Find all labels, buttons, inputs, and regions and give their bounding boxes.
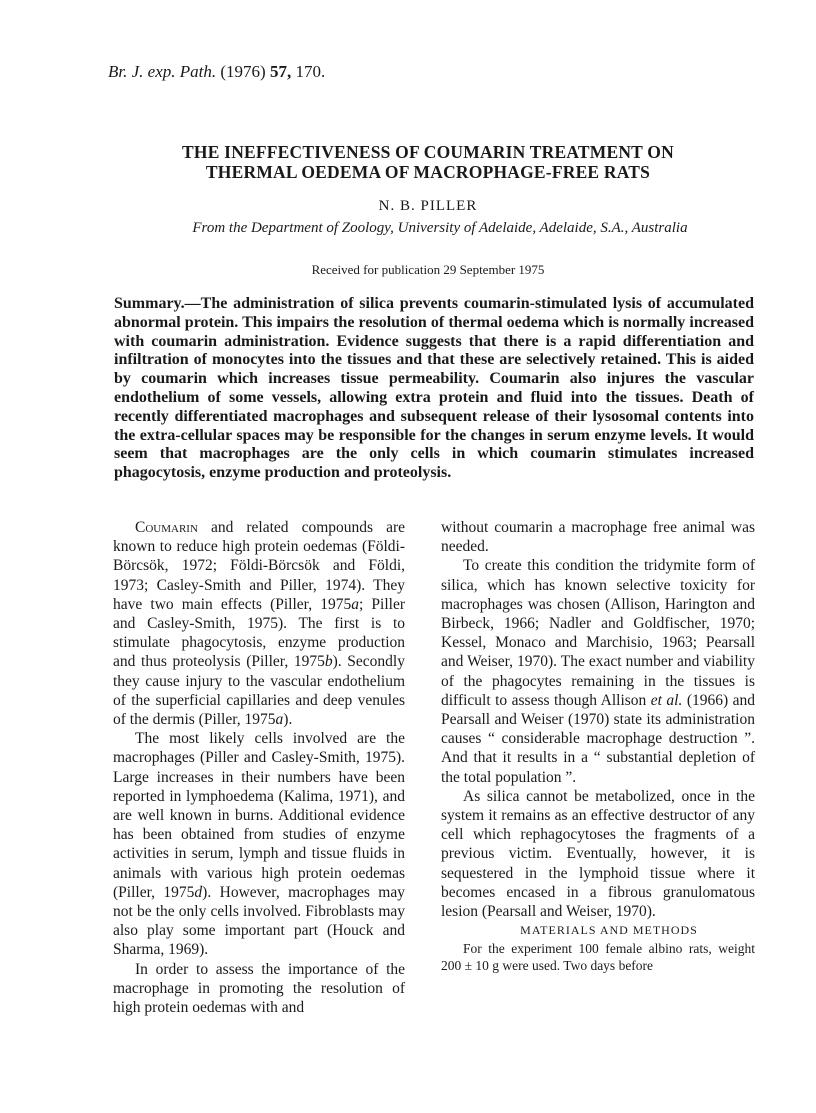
affiliation: From the Department of Zoology, University of Adelaide, Adelaide, S.A., Australia — [192, 220, 688, 236]
section-heading-methods: MATERIALS AND METHODS — [520, 923, 698, 938]
left-column — [113, 518, 405, 1017]
paragraph-intro: Coumarin and related compounds are known to reduce high protein oedemas (Földi-Börcsök, 1972; Földi-Börcsök and Földi, 1973; Casley-Smith and Piller, 1974). They have two main effects (Piller, 1975a; Piller and Casley-Smith, 1975). The first is to stimulate phagocytosis, enzyme production and thus proteolysis (Piller, 1975b). Secondly they cause injury to the vascular endothelium of the superficial capillaries and deep venules of the dermis (Piller, 1975a). — [113, 519, 405, 729]
drop-word: Coumarin — [135, 519, 198, 536]
title-line-2: THERMAL OEDEMA OF MACROPHAGE-FREE RATS — [205, 162, 651, 182]
article-title — [100, 142, 756, 182]
journal-volume: 57, — [269, 62, 292, 81]
summary-abstract: Summary.—The administration of silica prevents coumarin-stimulated lysis of accumulated abnormal protein. This impairs the resolution of thermal oedema which is normally increased with coumarin administration. Evidence suggests that there is a rapid differentiation and infiltration of monocytes into the tissues and that these are selectively retained. This is aided by coumarin which increases tissue permeability. Coumarin also injures the vascular endothelium of some vessels, allowing extra protein and fluid into the tissues. Death of recently differentiated macrophages and subsequent release of their lysosomal contents into the extra-cellular spaces may be responsible for the changes in serum enzyme levels. It would seem that macrophages are the only cells in which coumarin stimulates increased phagocytosis, enzyme production and proteolysis. — [114, 295, 754, 482]
paragraph-metabolized: As silica cannot be metabolized, once in the system it remains as an effective destructor of any cell which rephagocytoses the fragments of a previous victim. Eventually, however, it is sequestered in the lymphoid tissue where it becomes encased in a fibrous granulomatous lesion (Pearsall and Weiser, 1970). — [441, 787, 755, 921]
paragraph-methods: For the experiment 100 female albino rats, weight 200 ± 10 g were used. Two days before — [441, 941, 755, 974]
journal-page-number: 170. — [295, 62, 326, 81]
paragraph-continuation: without coumarin a macrophage free animal was needed. — [441, 519, 755, 556]
paragraph-macrophages: The most likely cells involved are the macrophages (Piller and Casley-Smith, 1975). Large increases in their numbers have been reported in lymphoedema (Kalima, 1971), and are well known in burns. Additional evidence has been obtained from studies of enzyme activities in serum, lymph and tissue fluids in animals with various high protein oedemas (Piller, 1975d). However, macrophages may not be the only cells involved. Fibroblasts may also play some important part (Houck and Sharma, 1969). — [113, 730, 405, 959]
title-line-1: THE INEFFECTIVENESS OF COUMARIN TREATMENT ON — [182, 142, 674, 162]
paragraph-silica: To create this condition the tridymite form of silica, which has known selective toxicity for macrophages was chosen (Allison, Harington and Birbeck, 1966; Nadler and Goldfischer, 1970; Kessel, Monaco and Marchisio, 1963; Pearsall and Weiser, 1970). The exact number and viability of the phagocytes remaining in the tissues is difficult to assess though Allison et al. (1966) and Pearsall and Weiser (1970) state its administration causes “ considerable macrophage destruction ”. And that it results in a “ substantial depletion of the total population ”. — [441, 557, 755, 786]
right-column — [441, 518, 755, 974]
journal-year: (1976) — [220, 62, 266, 81]
journal-citation — [108, 62, 325, 82]
paragraph-assess: In order to assess the importance of the macrophage in promoting the resolution of high protein oedemas with and — [113, 960, 405, 1017]
journal-name: Br. J. exp. Path. — [108, 62, 217, 81]
author: N. B. PILLER — [378, 198, 478, 214]
received-date: Received for publication 29 September 1975 — [311, 262, 545, 277]
